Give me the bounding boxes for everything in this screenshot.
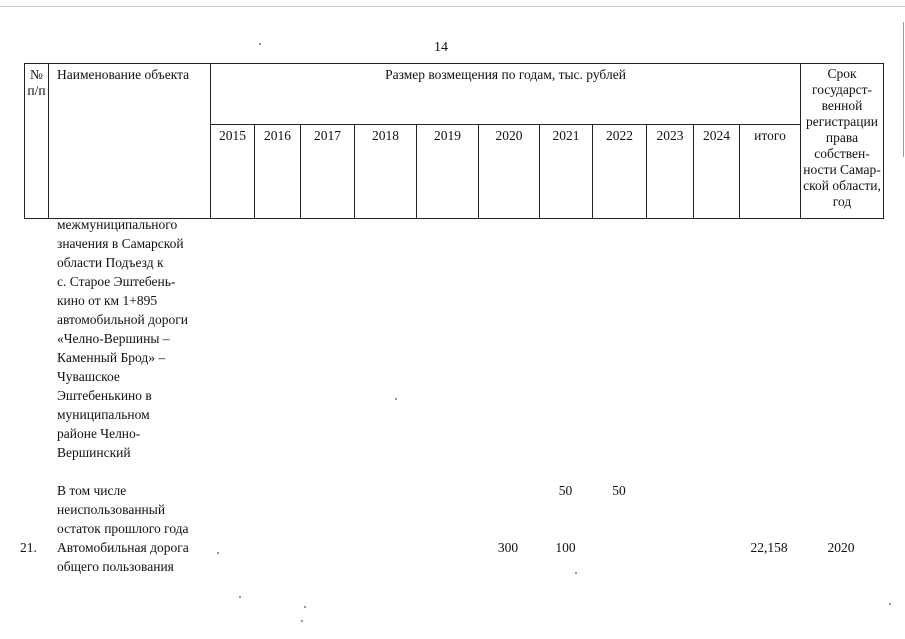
header-year-2023: 2023 [647, 125, 694, 219]
scan-border-right [903, 22, 904, 157]
row-name-line: Автомобильная дорога [57, 540, 189, 555]
name-line: Эштебенькино в [57, 388, 152, 403]
row-term: 2020 [827, 540, 855, 555]
subrow-name-line: неиспользованный [57, 502, 166, 517]
name-line: Вершинский [57, 445, 131, 460]
row-value-2021: 100 [555, 540, 576, 555]
header-year-2024: 2024 [694, 125, 740, 219]
scan-speck [217, 552, 219, 554]
row-name-line: общего пользования [57, 559, 174, 574]
subrow-value-2021: 50 [558, 483, 573, 498]
scan-speck [301, 620, 303, 622]
row-total: 22,158 [750, 540, 788, 555]
name-line: с. Старое Эштебень- [57, 274, 176, 289]
name-line: значения в Самарской [57, 236, 184, 251]
name-line: кино от км 1+895 [57, 293, 158, 308]
row-value-2020: 300 [497, 540, 519, 555]
header-year-2017: 2017 [301, 125, 355, 219]
row-number: 21. [20, 540, 37, 555]
name-line: «Челно-Вершины – [57, 331, 170, 346]
name-line: области Подъезд к [57, 255, 164, 270]
scan-border-top [0, 6, 905, 7]
header-year-2021: 2021 [540, 125, 593, 219]
header-year-2022: 2022 [593, 125, 647, 219]
name-line: районе Челно- [57, 426, 141, 441]
subrow-name-line: остаток прошлого года [57, 521, 189, 536]
header-compensation: Размер возмещения по годам, тыс. рублей [211, 64, 801, 125]
name-line: автомобильной дороги [57, 312, 188, 327]
scan-speck [259, 43, 261, 45]
name-line: Каменный Брод» – [57, 350, 166, 365]
header-year-2018: 2018 [355, 125, 417, 219]
header-total: итого [740, 125, 801, 219]
page-number: 14 [434, 40, 448, 55]
scan-speck [575, 572, 577, 574]
name-line: муниципальном [57, 407, 150, 422]
header-year-2019: 2019 [417, 125, 479, 219]
header-num: № п/п [25, 64, 49, 219]
header-year-2015: 2015 [211, 125, 255, 219]
scan-speck [889, 603, 891, 605]
header-year-2016: 2016 [255, 125, 301, 219]
table-header [24, 63, 884, 219]
header-term: Срок государст-венной регистрации права собствен-ности Самар-ской области, год [801, 64, 884, 219]
header-year-2020: 2020 [479, 125, 540, 219]
subrow-name-line: В том числе [57, 483, 127, 498]
subrow-value-2022: 50 [612, 483, 626, 498]
name-line: межмуниципального [57, 217, 178, 232]
scan-speck [239, 596, 241, 598]
name-line: Чувашское [57, 369, 120, 384]
scan-speck [304, 606, 306, 608]
scan-speck [395, 398, 397, 400]
header-name: Наименование объекта [49, 64, 211, 219]
